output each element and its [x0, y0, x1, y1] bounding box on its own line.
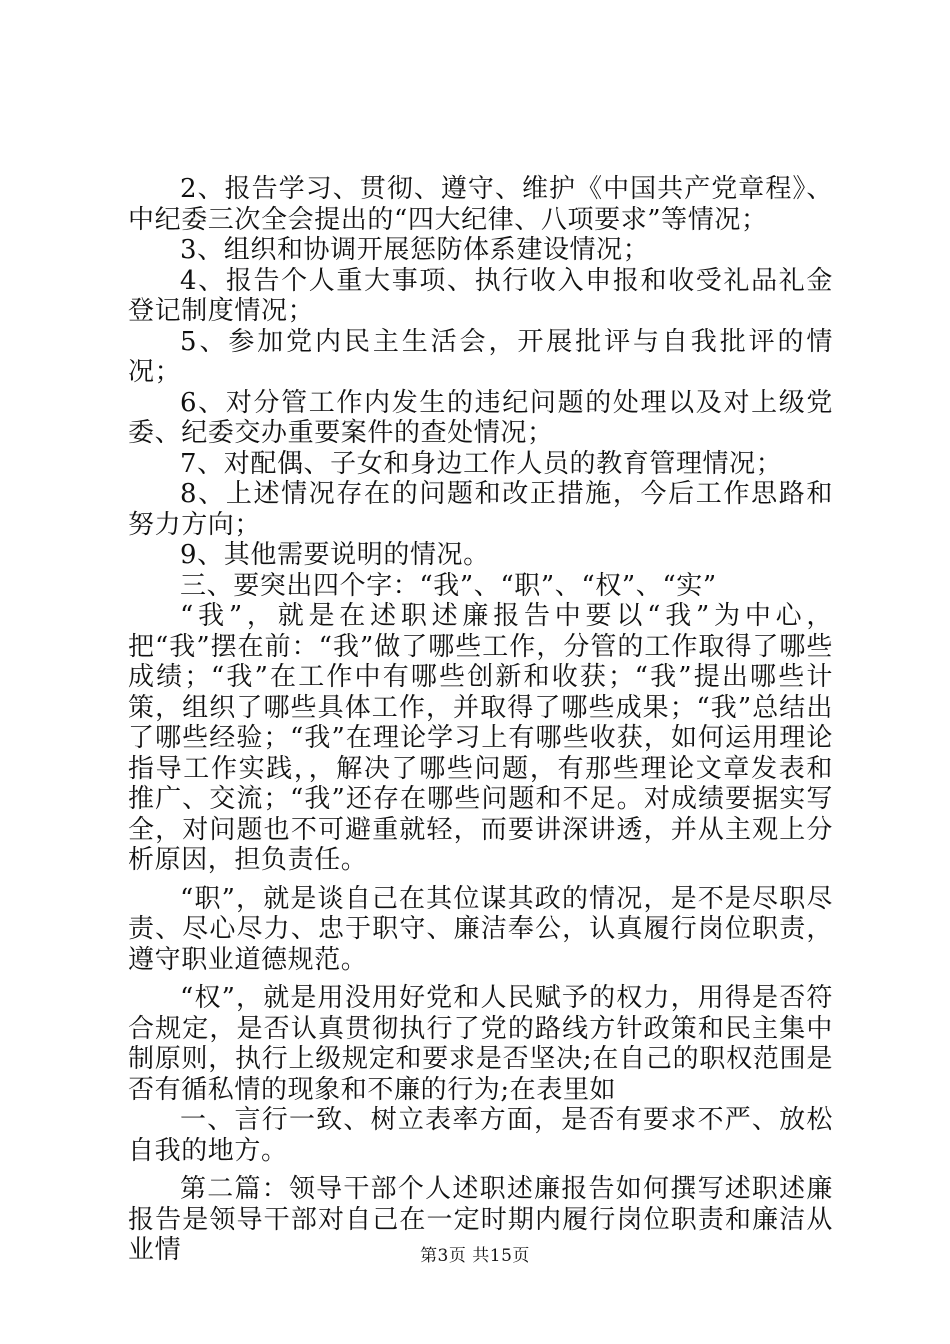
paragraph-yanxing-yizhi: 一、言行一致、树立表率方面，是否有要求不严、放松自我的地方。	[128, 1105, 833, 1166]
paragraph-item-9: 9、其他需要说明的情况。	[180, 540, 490, 570]
paragraph-item-2: 2、报告学习、贯彻、遵守、维护《中国共产党章程》、中纪委三次全会提出的“四大纪律、八项要求”等情况；	[128, 174, 833, 235]
paragraph-second-article: 第二篇：领导干部个人述职述廉报告如何撰写述职述廉报告是领导干部对自己在一定时期内履行岗位职责和廉洁从业情	[128, 1174, 833, 1265]
paragraph-item-8: 8、上述情况存在的问题和改正措施，今后工作思路和努力方向；	[128, 479, 833, 540]
paragraph-item-3: 3、组织和协调开展惩防体系建设情况；	[180, 235, 650, 265]
section-heading-four-words: 三、要突出四个字：“我”、“职”、“权”、“实”	[180, 570, 717, 601]
paragraph-item-7: 7、对配偶、子女和身边工作人员的教育管理情况；	[180, 448, 783, 479]
paragraph-item-6: 6、对分管工作内发生的违纪问题的处理以及对上级党委、纪委交办重要案件的查处情况；	[128, 387, 833, 448]
document-body	[128, 174, 833, 1266]
paragraph-zhi: “职”，就是谈自己在其位谋其政的情况，是不是尽职尽责、尽心尽力、忠于职守、廉洁奉公，认真履行岗位职责，遵守职业道德规范。	[128, 883, 833, 975]
paragraph-wo: “我”，就是在述职述廉报告中要以“我”为中心，把“我”摆在前：“我”做了哪些工作，分管的工作取得了哪些成绩；“我”在工作中有哪些创新和收获；“我”提出哪些计策，组织了哪些具体工作，并取得了哪些成果；“我”总结出了哪些经验；“我”在理论学习上有哪些收获，如何运用理论指导工作实践，，解决了哪些问题，有那些理论文章发表和推广、交流；“我”还存在哪些问题和不足。对成绩要据实写全，对问题也不可避重就轻，而要讲深讲透，并从主观上分析原因，担负责任。	[128, 601, 833, 875]
paragraph-item-4: 4、报告个人重大事项、执行收入申报和收受礼品礼金登记制度情况；	[128, 265, 833, 326]
paragraph-item-5: 5、参加党内民主生活会，开展批评与自我批评的情况；	[128, 326, 833, 387]
paragraph-quan: “权”，就是用没用好党和人民赋予的权力，用得是否符合规定，是否认真贯彻执行了党的路线方针政策和民主集中制原则，执行上级规定和要求是否坚决;在自己的职权范围是否有循私情的现象和不廉的行为;在表里如	[128, 983, 833, 1105]
page-number-footer: 第3页 共15页	[420, 1246, 530, 1266]
